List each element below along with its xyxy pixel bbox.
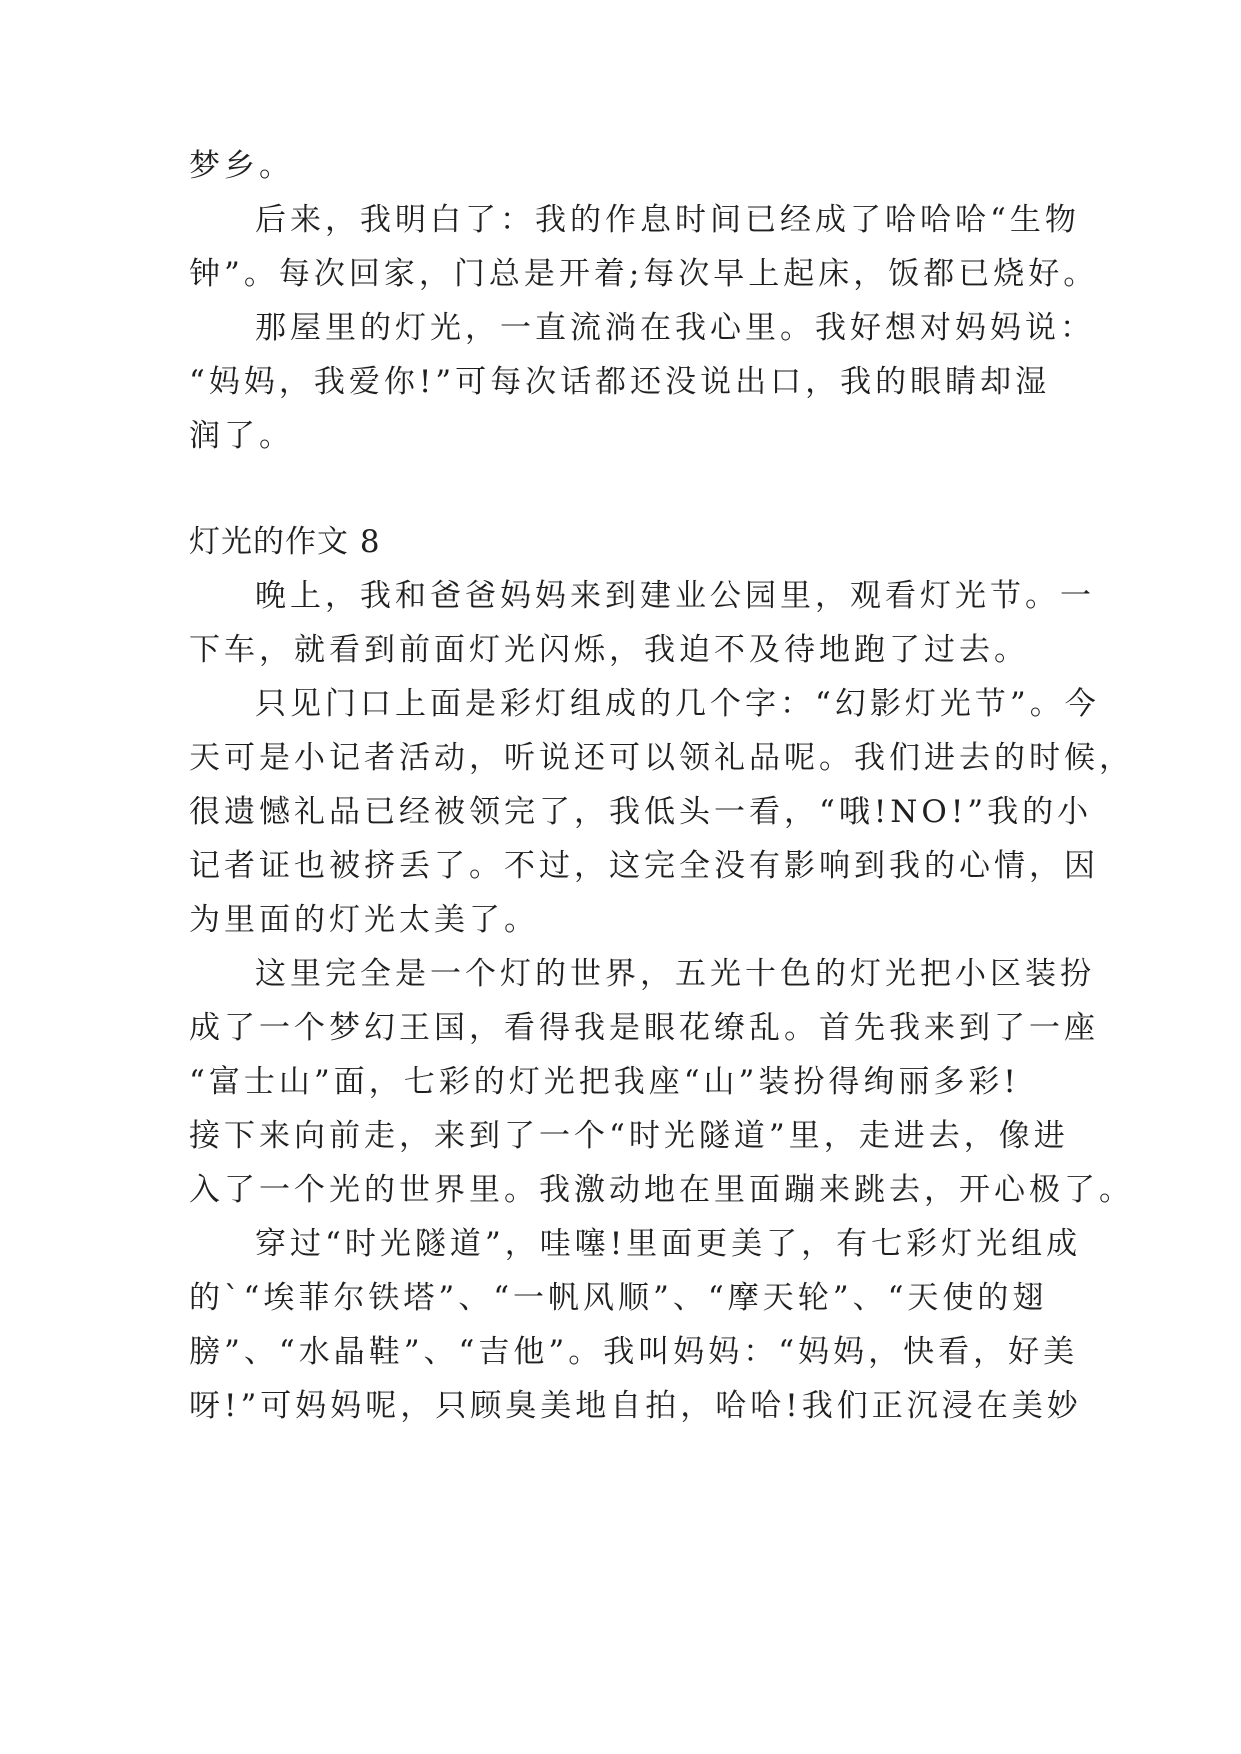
text-line: 梦乡。	[189, 148, 294, 184]
paragraph-start-line: 这里完全是一个灯的世界，五光十色的灯光把小区装扮	[255, 956, 1095, 992]
text-line: “妈妈，我爱你!”可每次话都还没说出口，我的眼睛却湿	[189, 364, 1051, 400]
text-line: 成了一个梦幻王国，看得我是眼花缭乱。首先我来到了一座	[189, 1010, 1099, 1046]
text-line: 接下来向前走，来到了一个“时光隧道”里，走进去，像进	[189, 1118, 1069, 1154]
text-line: 钟”。每次回家，门总是开着;每次早上起床，饭都已烧好。	[189, 256, 1099, 292]
text-line: “富士山”面，七彩的灯光把我座“山”装扮得绚丽多彩!	[189, 1064, 1020, 1100]
paragraph-start-line: 穿过“时光隧道”，哇噻!里面更美了，有七彩灯光组成	[255, 1226, 1082, 1262]
section-heading: 灯光的作文 8	[189, 524, 381, 560]
text-line: 为里面的灯光太美了。	[189, 902, 539, 938]
paragraph-start-line: 后来，我明白了：我的作息时间已经成了哈哈哈“生物	[255, 202, 1080, 238]
text-line: 的`“埃菲尔铁塔”、“一帆风顺”、“摩天轮”、“天使的翅	[189, 1280, 1048, 1316]
paragraph-start-line: 晚上，我和爸爸妈妈来到建业公园里，观看灯光节。一	[255, 578, 1095, 614]
text-line: 入了一个光的世界里。我激动地在里面蹦来跳去，开心极了。	[189, 1172, 1134, 1208]
text-line: 天可是小记者活动，听说还可以领礼品呢。我们进去的时候，	[189, 740, 1134, 776]
text-line: 润了。	[189, 418, 294, 454]
text-line: 呀!”可妈妈呢，只顾臭美地自拍，哈哈!我们正沉浸在美妙	[189, 1388, 1082, 1424]
text-line: 记者证也被挤丢了。不过，这完全没有影响到我的心情，因	[189, 848, 1099, 884]
text-line: 膀”、“水晶鞋”、“吉他”。我叫妈妈：“妈妈，快看，好美	[189, 1334, 1079, 1370]
paragraph-start-line: 只见门口上面是彩灯组成的几个字：“幻影灯光节”。今	[255, 686, 1100, 722]
text-line: 下车，就看到前面灯光闪烁，我迫不及待地跑了过去。	[189, 632, 1029, 668]
text-line: 很遗憾礼品已经被领完了，我低头一看，“哦!NO!”我的小	[189, 794, 1093, 830]
paragraph-start-line: 那屋里的灯光，一直流淌在我心里。我好想对妈妈说：	[255, 310, 1095, 346]
